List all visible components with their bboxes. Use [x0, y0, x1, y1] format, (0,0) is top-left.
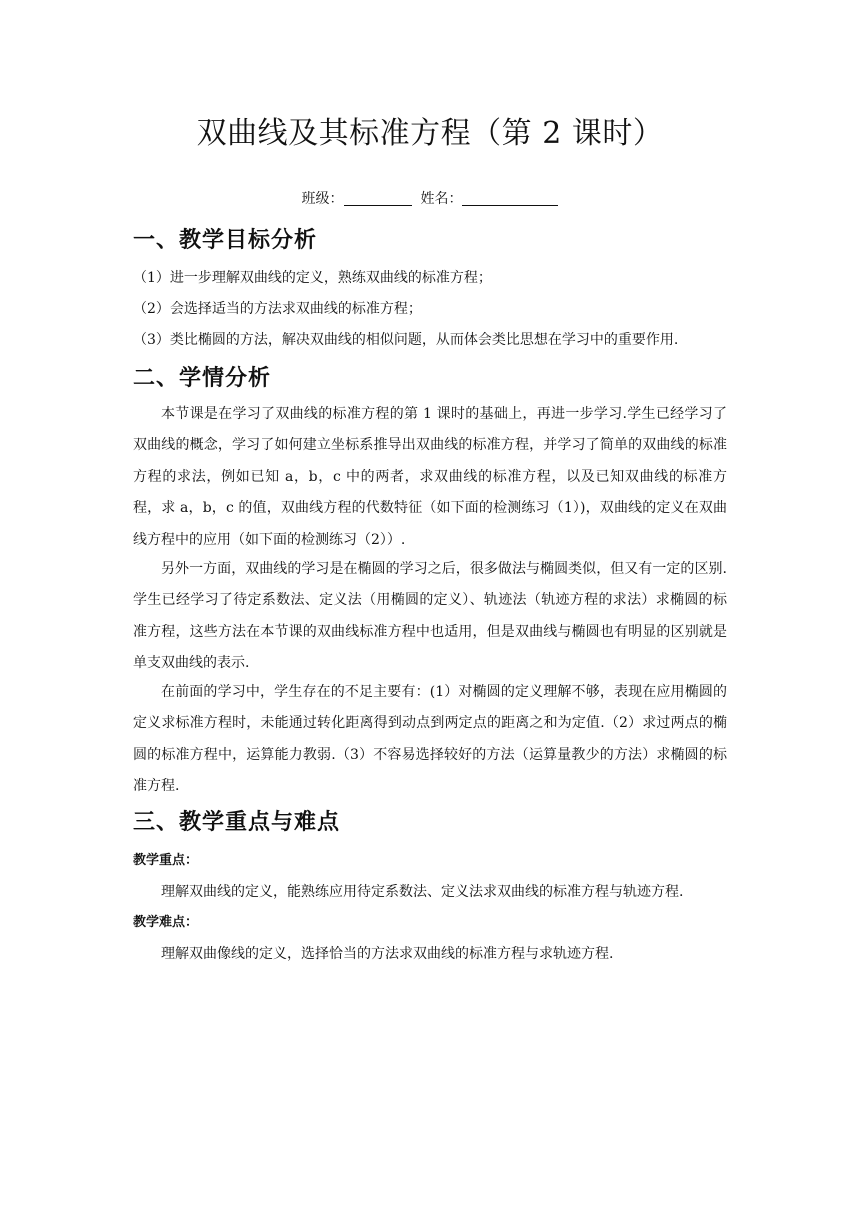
class-label: 班级： — [301, 191, 344, 207]
class-blank[interactable] — [344, 189, 412, 206]
section-heading-analysis: 二、学情分析 — [133, 366, 272, 391]
objective-item: （3）类比椭圆的方法，解决双曲线的相似问题，从而体会类比思想在学习中的重要作用. — [133, 332, 679, 348]
difficulty-text: 理解双曲像线的定义，选择恰当的方法求双曲线的标准方程与求轨迹方程. — [161, 946, 614, 962]
objective-item: （1）进一步理解双曲线的定义，熟练双曲线的标准方程； — [133, 270, 492, 286]
analysis-paragraph: 本节课是在学习了双曲线的标准方程的第 1 课时的基础上，再进一步学习.学生已经学习了双曲线的概念，学习了如何建立坐标系推导出双曲线的标准方程，并学习了简单的双曲线的标准方程的求法，例如已知 a，b，c 中的两者，求双曲线的标准方程，以及已知双曲线的标准方程，求 a，b，c 的值，双曲线方程的代数特征（如下面的检测练习（1）)，双曲线的定义在双曲线方程中的应用（如下面的检测练习（2））. — [133, 406, 727, 548]
document-title: 双曲线及其标准方程（第 2 课时） — [196, 116, 664, 151]
section-heading-objectives: 一、教学目标分析 — [133, 228, 318, 253]
class-name-line — [0, 187, 860, 211]
key-points-text: 理解双曲线的定义，能熟练应用待定系数法、定义法求双曲线的标准方程与轨迹方程. — [161, 884, 684, 900]
section-heading-key-points: 三、教学重点与难点 — [133, 810, 341, 835]
objective-item: （2）会选择适当的方法求双曲线的标准方程； — [133, 301, 422, 317]
analysis-paragraph: 另外一方面，双曲线的学习是在椭圆的学习之后，很多做法与椭圆类似，但又有一定的区别.学生已经学习了待定系数法、定义法（用椭圆的定义）、轨迹法（轨迹方程的求法）求椭圆的标准方程，这些方法在本节课的双曲线标准方程中也适用，但是双曲线与椭圆也有明显的区别就是单支双曲线的表示. — [133, 561, 727, 672]
analysis-paragraph: 在前面的学习中，学生存在的不足主要有：(1）对椭圆的定义理解不够，表现在应用椭圆的定义求标准方程时，未能通过转化距离得到动点到两定点的距离之和为定值.（2）求过两点的椭圆的标准方程中，运算能力教弱.（3）不容易选择较好的方法（运算量教少的方法）求椭圆的标准方程. — [133, 684, 727, 795]
name-label: 姓名： — [420, 191, 463, 207]
difficulty-label: 教学难点： — [133, 915, 199, 930]
key-points-label: 教学重点： — [133, 853, 199, 868]
name-blank[interactable] — [462, 189, 558, 206]
